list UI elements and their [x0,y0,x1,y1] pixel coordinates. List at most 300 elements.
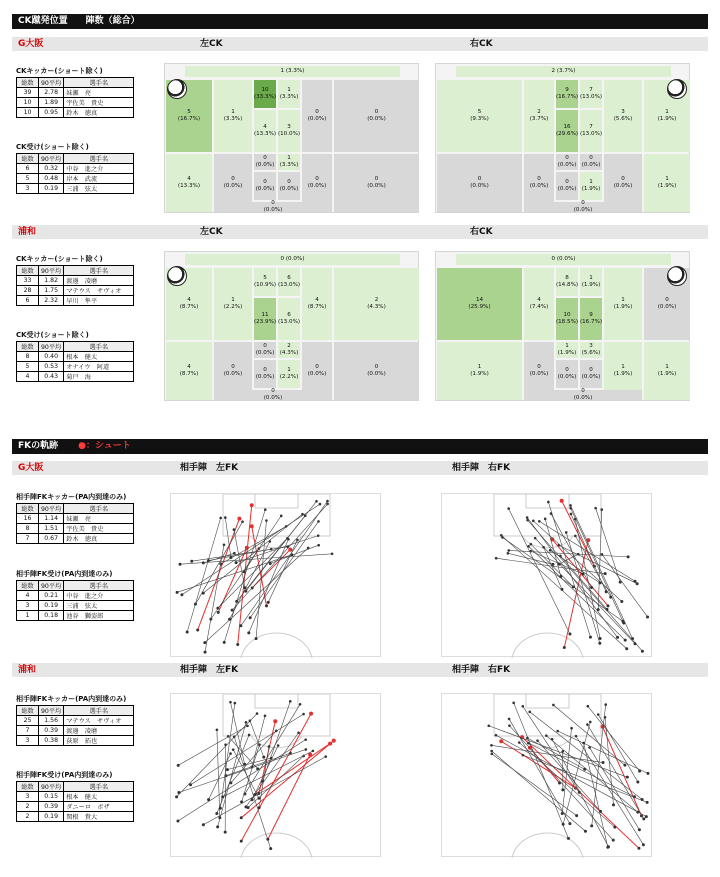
soccer-ball-icon [167,79,187,99]
table-cell: 宇佐美 貴史 [64,524,134,534]
fk-origin-point [606,604,609,607]
table-cell: 7 [17,534,39,544]
fk-origin-point [256,767,259,770]
column-header: 90平均 [39,581,64,591]
ck-zone-top: 1 (3.3%) [185,66,400,77]
b-fk-target-table [16,781,134,822]
shot-point [332,739,336,743]
fk-trajectory-line [514,703,569,839]
fk-origin-point [590,824,593,827]
table-cell: 10 [17,108,39,118]
table-cell: 1 [17,611,39,621]
center-circle-line [241,833,312,858]
right-ck-label: 右CK [470,227,493,237]
ck-zone: 1 (3.3%) [278,80,300,108]
table-cell: 0.19 [39,812,64,822]
shot-point [499,739,503,743]
column-header: 選手名 [64,581,134,591]
team-a-label: G大阪 [18,463,44,473]
ck-zone: 8 (14.8%) [556,268,578,296]
fk-target-point [561,750,564,753]
fk-origin-point [207,798,210,801]
table-cell: マテウス サヴィオ [64,716,134,726]
a-left-fk-trajectory-map [170,493,381,657]
table-cell: 39 [17,88,39,98]
fk-target-point [490,750,493,753]
fk-origin-point [204,651,207,654]
fk-target-point [495,734,498,737]
column-header: 選手名 [64,342,134,352]
fk-target-point [570,513,573,516]
table-row [17,601,134,611]
fk-origin-point [646,615,649,618]
fk-origin-point [559,575,562,578]
right-ck-label: 右CK [470,39,493,49]
fk-target-point [508,718,511,721]
fk-origin-point [224,831,227,834]
fk-target-point [248,734,251,737]
fk-trajectory-line [492,751,586,831]
ck-zone: 3 (5.6%) [581,343,601,357]
ck-zone: 1 (2.2%) [278,360,300,388]
fk-target-point [224,516,227,519]
table-cell: 0.19 [39,601,64,611]
fk-target-point [264,714,267,717]
ck-zone: 0 (0.0%) [580,360,602,388]
fk-origin-point [243,763,246,766]
fk-origin-point [562,823,565,826]
table-cell: 鈴木 徳真 [64,108,134,118]
fk-target-point [587,705,590,708]
ck-zone: 4 (13.3%) [166,154,212,212]
table-cell: 5 [17,174,39,184]
fk-target-point [232,748,235,751]
fk-target-point [508,724,511,727]
column-header: 90平均 [39,78,64,88]
fk-origin-point [622,621,625,624]
fk-target-point [604,703,607,706]
table-cell: 6 [17,296,39,306]
fk-kicker-title: 相手陣FKキッカー(PA内到達のみ) [16,493,127,501]
ck-zone: 3 (5.6%) [604,80,642,152]
team-b-label: 浦和 [18,665,37,675]
a-fk-target-table [16,580,134,621]
penalty-area-line [494,494,601,536]
table-row [17,108,134,118]
fk-origin-point [226,768,229,771]
fk-target-point [507,552,510,555]
table-row [17,296,134,306]
fk-trajectory-line [509,509,570,634]
fk-target-point [302,713,305,716]
fk-origin-point [177,764,180,767]
fk-origin-point [239,624,242,627]
ck-zone: 5 (9.3%) [437,80,522,152]
ck-zone: 0 (0.0%) [524,342,554,400]
column-header: 総数 [17,504,39,514]
fk-origin-point [568,632,571,635]
fk-origin-point [638,828,641,831]
b-left-ck-field [164,251,419,401]
ck-zone: 0 (0.0%) [604,154,642,212]
fk-origin-point [646,772,649,775]
fk-target-point [317,544,320,547]
table-header [17,504,134,514]
fk-origin-point [623,764,626,767]
ck-target-title: CK受け(ショート除く) [16,331,89,339]
fk-origin-point [567,837,570,840]
fk-target-point [549,549,552,552]
fk-target-point [331,552,334,555]
fk-origin-point [215,812,218,815]
shot-trajectory-line [252,526,267,606]
fk-origin-point [563,646,566,649]
fk-target-point [229,701,232,704]
fk-trajectory-svg [442,694,653,858]
fk-target-point [491,753,494,756]
a-right-ck-field [435,63,690,213]
ck-zone: 0 (0.0%) [214,154,252,212]
table-cell: 8 [17,352,39,362]
fk-trajectory-line [234,737,270,849]
fk-target-point [265,519,268,522]
fk-target-point [550,512,553,515]
table-row [17,591,134,601]
b-right-ck-field [435,251,690,401]
fk-origin-point [645,815,648,818]
fk-target-point [500,534,503,537]
fk-origin-point [186,631,189,634]
ck-zone: 4 (8.7%) [166,268,212,340]
fk-origin-point [202,561,205,564]
fk-target-point [289,752,292,755]
column-header: 総数 [17,78,39,88]
fk-origin-point [607,845,610,848]
ck-zone: 1 (1.9%) [644,342,690,400]
table-cell: 0.40 [39,352,64,362]
table-row [17,362,134,372]
ck-zone: 7 (13.0%) [580,110,602,153]
fk-origin-point [262,756,265,759]
ck-zone-top: 2 (3.7%) [456,66,671,77]
column-header: 総数 [17,782,39,792]
fk-trajectory-line [527,738,584,769]
table-cell: 早川 隼平 [64,296,134,306]
shot-point [328,742,332,746]
fk-trajectory-line [539,521,635,581]
fk-target-point [532,520,535,523]
table-header [17,706,134,716]
fk-origin-point [269,847,272,850]
fk-target-point [594,507,597,510]
table-cell: 25 [17,716,39,726]
table-cell: 0.95 [39,108,64,118]
a-ck-kicker-table [16,77,134,118]
fk-target-point [291,553,294,556]
table-row [17,812,134,822]
table-row [17,98,134,108]
table-cell: 10 [17,98,39,108]
column-header: 選手名 [64,504,134,514]
team-b-label: 浦和 [18,227,37,237]
fk-target-title: 相手陣FK受け(PA内到達のみ) [16,771,113,779]
fk-origin-point [568,822,571,825]
table-row [17,726,134,736]
fk-origin-point [180,593,183,596]
ck-zone: 9 (16.7%) [556,80,578,108]
center-circle-line [241,633,312,658]
team-a-ck-band [12,37,708,51]
fk-origin-point [609,596,612,599]
fk-target-title: 相手陣FK受け(PA内到達のみ) [16,570,113,578]
table-row [17,611,134,621]
fk-origin-point [589,636,592,639]
fk-target-point [304,738,307,741]
table-row [17,792,134,802]
fk-origin-point [642,843,645,846]
table-cell: 28 [17,286,39,296]
table-cell: 池谷 獅姿郎 [64,611,134,621]
fk-target-point [324,755,327,758]
fk-origin-point [584,830,587,833]
table-cell: 0.67 [39,534,64,544]
table-cell: 6 [17,164,39,174]
a-fk-kicker-table [16,503,134,544]
ck-zone: 9 (16.7%) [580,298,602,341]
fk-origin-point [612,803,615,806]
fk-origin-point [243,586,246,589]
fk-target-point [527,742,530,745]
table-cell: 0.18 [39,611,64,621]
fk-origin-point [627,555,630,558]
fk-target-point [586,723,589,726]
ck-zone: 0 (0.0%) [278,172,300,200]
fk-target-point [245,721,248,724]
table-cell: 0.32 [39,164,64,174]
table-cell: 0.43 [39,372,64,382]
ck-zone: 1 (3.3%) [214,80,252,152]
ck-zone: 4 (8.7%) [302,268,332,340]
shot-legend: ●：シュート [78,441,131,451]
fk-target-point [528,711,531,714]
fk-target-point [582,742,585,745]
fk-target-point [229,752,232,755]
fk-target-point [234,702,237,705]
shot-point [237,517,241,521]
ck-zone: 5 (16.7%) [166,80,212,152]
team-a-label: G大阪 [18,39,44,49]
fk-origin-point [219,807,222,810]
column-header: 総数 [17,154,39,164]
fk-target-point [538,520,541,523]
fk-target-point [216,728,219,731]
fk-trajectory-line [509,719,570,824]
opp-right-fk-label: 相手陣 右FK [452,463,511,473]
fk-origin-point [636,780,639,783]
fk-origin-point [597,608,600,611]
fk-origin-point [583,768,586,771]
fk-origin-point [240,800,243,803]
ck-zone: 1 (3.3%) [279,155,299,169]
fk-target-point [507,507,510,510]
table-cell: 0.39 [39,802,64,812]
fk-trajectory-line [548,502,590,637]
fk-origin-point [178,563,181,566]
fk-target-point [565,531,568,534]
shot-point [250,503,254,507]
table-cell: 渡邊 凌磨 [64,726,134,736]
fk-origin-point [224,774,227,777]
fk-trajectory-line [241,501,328,626]
fk-trajectory-line [559,545,637,583]
ck-zone: 0 (0.0%) [254,360,276,388]
fk-origin-point [620,600,623,603]
fk-origin-point [231,609,234,612]
ck-zone: 0 (0.0%) [302,342,332,400]
fk-target-point [512,702,515,705]
fk-target-point [219,517,222,520]
fk-origin-point [598,581,601,584]
table-cell: 1.75 [39,286,64,296]
fk-target-point [544,518,547,521]
shot-point [560,499,564,503]
fk-trajectory-line [179,749,306,792]
fk-target-point [575,735,578,738]
table-row [17,88,134,98]
table-cell: 8 [17,524,39,534]
left-ck-label: 左CK [200,39,223,49]
fk-target-point [569,504,572,507]
fk-target-point [588,746,591,749]
table-cell: 2.78 [39,88,64,98]
ck-zone: 16 (29.6%) [556,110,578,153]
table-cell: 33 [17,276,39,286]
table-cell: 宇佐美 貴史 [64,98,134,108]
b-fk-kicker-table [16,705,134,746]
fk-target-point [317,534,320,537]
table-cell: 3 [17,736,39,746]
fk-origin-point [572,585,575,588]
table-row [17,534,134,544]
fk-origin-point [636,582,639,585]
table-cell: 4 [17,591,39,601]
fk-target-point [264,508,267,511]
fk-origin-point [203,641,206,644]
fk-origin-point [561,788,564,791]
ck-zone: 5 (10.9%) [254,268,276,296]
ck-zone: 0 (0.0%) [437,154,522,212]
fk-target-point [280,515,283,518]
fk-trajectory-line [224,510,265,643]
fk-trajectory-line [602,554,648,617]
ck-zone: 0 (0.0%) [255,343,275,357]
table-cell: 中谷 進之介 [64,591,134,601]
team-a-fk-band [12,461,708,475]
ck-zone: 1 (1.9%) [580,172,602,200]
fk-trajectory-line [234,530,245,588]
ck-zone: 0 (0.0%) [557,155,577,169]
ck-zone: 4 (13.3%) [254,110,276,153]
fk-origin-point [235,561,238,564]
b-ck-target-table [16,341,134,382]
table-cell: 三浦 弦太 [64,601,134,611]
ck-zone: 0 (0.0%) [524,390,642,400]
table-row [17,174,134,184]
column-header: 90平均 [39,782,64,792]
soccer-ball-icon [667,79,687,99]
penalty-area-line [223,494,330,536]
fk-target-point [256,712,259,715]
fk-origin-point [247,806,250,809]
fk-origin-point [616,636,619,639]
fk-target-point [246,725,249,728]
fk-origin-point [612,839,615,842]
b-ck-kicker-table [16,265,134,306]
fk-target-point [522,754,525,757]
ck-zone: 0 (0.0%) [556,172,578,200]
column-header: 選手名 [64,154,134,164]
table-header [17,266,134,276]
fk-trajectory-line [508,553,553,564]
fk-target-point [305,748,308,751]
table-cell: 中谷 進之介 [64,164,134,174]
ck-zone: 11 (23.9%) [254,298,276,341]
fk-trajectory-line [187,518,221,632]
table-cell: 3 [17,601,39,611]
fk-origin-point [249,616,252,619]
table-cell: 0.38 [39,736,64,746]
fk-origin-point [613,826,616,829]
table-cell: 根本 健太 [64,792,134,802]
ck-zone: 10 (18.5%) [556,298,578,341]
column-header: 90平均 [39,342,64,352]
table-row [17,802,134,812]
fk-trajectory-line [250,721,264,757]
fk-trajectory-svg [171,494,382,658]
column-header: 総数 [17,342,39,352]
ck-zone: 3 (10.0%) [278,110,300,153]
fk-target-point [297,731,300,734]
table-cell: 2.32 [39,296,64,306]
fk-origin-point [558,563,561,566]
ck-zone: 1 (1.9%) [644,154,690,212]
fk-origin-point [176,591,179,594]
fk-trajectory-line [558,731,648,773]
fk-origin-point [202,592,205,595]
center-circle-line [512,633,583,658]
column-header: 90平均 [39,154,64,164]
fk-origin-point [633,580,636,583]
table-cell: 0.21 [39,591,64,601]
fk-target-point [289,700,292,703]
fk-trajectory-line [553,705,625,765]
table-header [17,154,134,164]
fk-trajectory-line [221,526,286,564]
fk-target-point [529,543,532,546]
table-cell: 7 [17,726,39,736]
table-row [17,716,134,726]
ck-zone: 0 (0.0%) [581,155,601,169]
fk-target-point [589,721,592,724]
fk-target-point [233,552,236,555]
ck-zone: 0 (0.0%) [524,202,642,212]
table-row [17,184,134,194]
ck-zone: 1 (1.9%) [580,268,602,296]
ck-zone: 0 (0.0%) [302,154,332,212]
ck-zone: 0 (0.0%) [302,80,332,152]
column-header: 選手名 [64,706,134,716]
table-cell: オナイウ 阿道 [64,362,134,372]
